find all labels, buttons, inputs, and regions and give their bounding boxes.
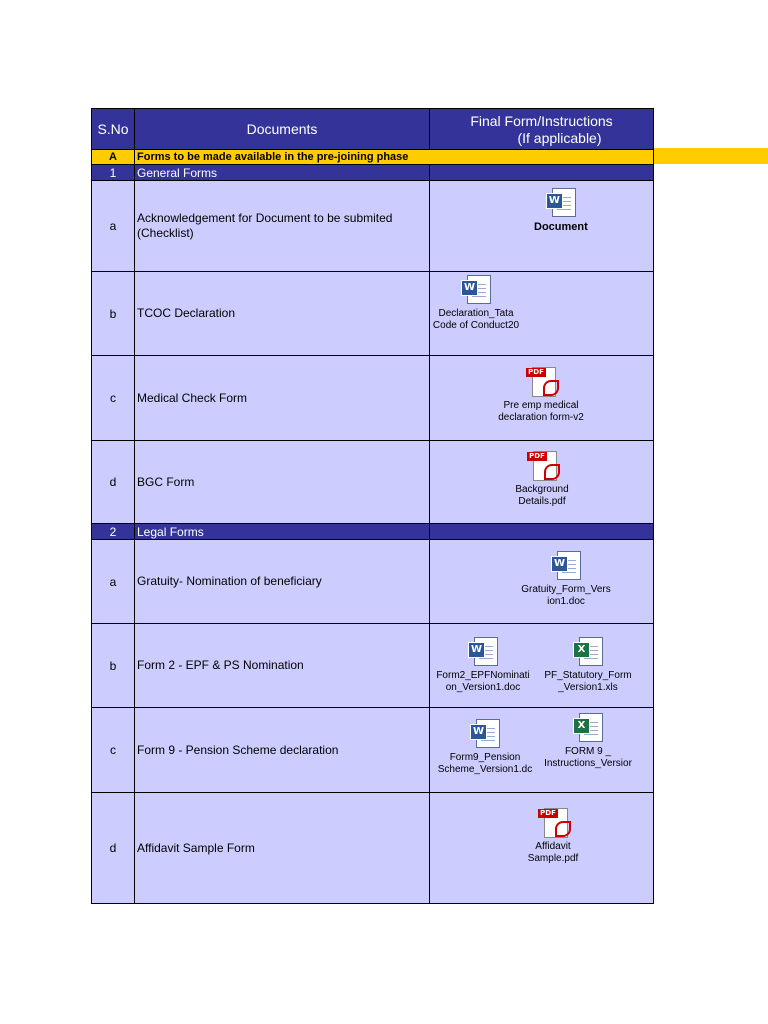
- attachment-caption-line2: Scheme_Version1.dc: [437, 764, 533, 775]
- table-row: [92, 624, 654, 708]
- attachment-tcoc-declaration[interactable]: [430, 274, 522, 332]
- row-letter: a: [92, 540, 135, 624]
- attachment-cell: [430, 181, 654, 272]
- row-letter: b: [92, 272, 135, 356]
- table-row: [92, 708, 654, 793]
- document-label: Gratuity- Nomination of beneficiary: [135, 540, 430, 624]
- attachment-bgc-form[interactable]: [504, 450, 580, 508]
- table-row: [92, 441, 654, 524]
- attachment-caption-line2: ion1.doc: [547, 596, 585, 607]
- attachment-acknowledgement[interactable]: [534, 187, 588, 233]
- document-label: Affidavit Sample Form: [135, 793, 430, 904]
- section-row-general-forms: [92, 165, 654, 181]
- document-label: BGC Form: [135, 441, 430, 524]
- attachment-caption-line2: Details.pdf: [518, 496, 566, 507]
- attachment-caption-line2: declaration form-v2: [498, 412, 584, 423]
- attachment-cell: [430, 793, 654, 904]
- attachment-caption: Document: [534, 221, 588, 233]
- row-letter: c: [92, 708, 135, 793]
- phase-title: Forms to be made available in the pre-joining phase: [135, 150, 654, 165]
- attachment-cell: [430, 540, 654, 624]
- section-empty-cell: [430, 165, 654, 181]
- section-title: Legal Forms: [135, 524, 430, 540]
- attachment-caption-line1: PF_Statutory_Form: [544, 670, 632, 681]
- excel-xls-icon: X: [573, 712, 603, 742]
- section-row-legal-forms: [92, 524, 654, 540]
- attachment-caption-line2: Sample.pdf: [527, 853, 579, 864]
- document-label: TCOC Declaration: [135, 272, 430, 356]
- attachment-caption-line1: Form9_Pension: [449, 752, 521, 763]
- attachment-caption-line1: Form2_EPFNominati: [436, 670, 530, 681]
- row-letter: b: [92, 624, 135, 708]
- pdf-icon: PDF: [526, 366, 556, 396]
- pdf-icon: PDF: [527, 450, 557, 480]
- section-title: General Forms: [135, 165, 430, 181]
- final-form-header-line1: Final Form/Instructions: [470, 112, 613, 129]
- attachment-form2-epf[interactable]: [434, 636, 532, 694]
- word-doc-icon: W: [551, 550, 581, 580]
- phase-row: [92, 150, 654, 165]
- attachment-caption-line1: Background: [515, 484, 569, 495]
- header-row: [92, 109, 654, 150]
- excel-xls-icon: X: [573, 636, 603, 666]
- attachment-gratuity-form[interactable]: [516, 550, 616, 608]
- document-label: Form 9 - Pension Scheme declaration: [135, 708, 430, 793]
- table-row: [92, 181, 654, 272]
- attachment-caption-line1: Pre emp medical: [503, 400, 579, 411]
- attachment-caption-line1: FORM 9 _: [564, 746, 612, 757]
- phase-number: A: [92, 150, 135, 165]
- attachment-cell: [430, 356, 654, 441]
- word-doc-icon: W: [470, 718, 500, 748]
- attachment-form9-instructions[interactable]: [538, 712, 638, 770]
- word-doc-icon: W: [468, 636, 498, 666]
- phase-highlight-extension: [653, 148, 768, 164]
- document-checklist-sheet: [91, 108, 653, 904]
- section-empty-cell: [430, 524, 654, 540]
- word-doc-icon: W: [461, 274, 491, 304]
- row-letter: d: [92, 441, 135, 524]
- section-number: 2: [92, 524, 135, 540]
- document-label: Medical Check Form: [135, 356, 430, 441]
- attachment-medical-check[interactable]: [486, 366, 596, 424]
- forms-table: [91, 108, 654, 904]
- document-label: Acknowledgement for Document to be submited (Checklist): [135, 181, 430, 272]
- row-letter: d: [92, 793, 135, 904]
- document-label: Form 2 - EPF & PS Nomination: [135, 624, 430, 708]
- final-form-header: [430, 109, 654, 150]
- table-row: [92, 793, 654, 904]
- attachment-caption-line2: _Version1.xls: [558, 682, 618, 693]
- final-form-header-line2: (If applicable): [517, 129, 602, 146]
- attachment-caption-line2: Code of Conduct20: [432, 320, 520, 331]
- attachment-cell: [430, 708, 654, 793]
- table-row: [92, 356, 654, 441]
- row-letter: a: [92, 181, 135, 272]
- table-row: [92, 272, 654, 356]
- pdf-icon: PDF: [538, 807, 568, 837]
- sno-header: S.No: [92, 109, 135, 150]
- attachment-caption-line1: Affidavit: [535, 841, 571, 852]
- attachment-caption-line1: Gratuity_Form_Vers: [521, 584, 611, 595]
- attachment-pf-statutory[interactable]: [536, 636, 640, 694]
- row-letter: c: [92, 356, 135, 441]
- documents-header: Documents: [135, 109, 430, 150]
- attachment-cell: [430, 272, 654, 356]
- attachment-affidavit[interactable]: [518, 807, 588, 865]
- attachment-form9-pension[interactable]: [436, 718, 534, 776]
- attachment-cell: [430, 441, 654, 524]
- word-doc-icon: W: [546, 187, 576, 217]
- attachment-cell: [430, 624, 654, 708]
- table-row: [92, 540, 654, 624]
- attachment-caption-line2: Instructions_Versior: [544, 758, 632, 769]
- section-number: 1: [92, 165, 135, 181]
- attachment-caption-line2: on_Version1.doc: [445, 682, 521, 693]
- attachment-caption-line1: Declaration_Tata: [438, 308, 514, 319]
